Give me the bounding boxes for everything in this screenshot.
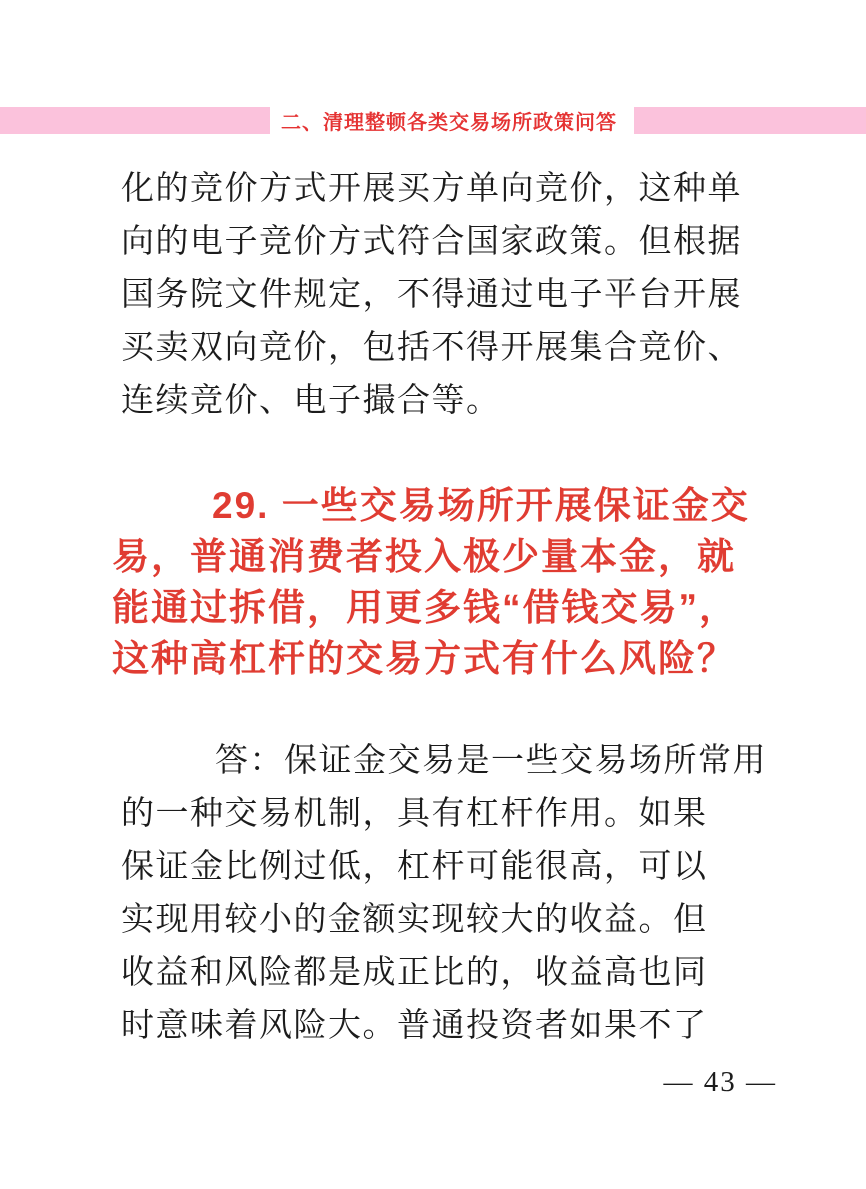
- body-line: 连续竞价、电子撮合等。: [121, 383, 501, 419]
- answer-paragraph: [121, 735, 767, 1053]
- header-bar-right: [634, 107, 866, 134]
- body-line: 买卖双向竞价，包括不得开展集合竞价、: [121, 330, 742, 366]
- chapter-title: 二、清理整顿各类交易场所政策问答: [270, 107, 628, 134]
- body-line: 化的竞价方式开展买方单向竞价，这种单: [121, 171, 742, 207]
- answer-line: 答：保证金交易是一些交易场所常用: [215, 743, 767, 779]
- question-line: 能通过拆借，用更多钱“借钱交易”，: [112, 587, 738, 628]
- question-29-heading: [112, 480, 750, 684]
- answer-line: 时意味着风险大。普通投资者如果不了: [121, 1008, 708, 1044]
- question-line: 易，普通消费者投入极少量本金，就: [112, 536, 736, 577]
- answer-line: 收益和风险都是成正比的，收益高也同: [121, 955, 708, 991]
- question-line: 这种高杠杆的交易方式有什么风险？: [112, 638, 736, 679]
- answer-line: 保证金比例过低，杠杆可能很高，可以: [121, 849, 708, 885]
- chapter-header: [0, 107, 866, 134]
- body-line: 向的电子竞价方式符合国家政策。但根据: [121, 224, 742, 260]
- header-bar-left: [0, 107, 270, 134]
- paragraph-continued: [121, 163, 742, 428]
- answer-line: 的一种交易机制，具有杠杆作用。如果: [121, 796, 708, 832]
- body-line: 国务院文件规定，不得通过电子平台开展: [121, 277, 742, 313]
- answer-line: 实现用较小的金额实现较大的收益。但: [121, 902, 708, 938]
- page-number: — 43 —: [663, 1066, 777, 1098]
- question-line: 29. 一些交易场所开展保证金交: [212, 485, 750, 526]
